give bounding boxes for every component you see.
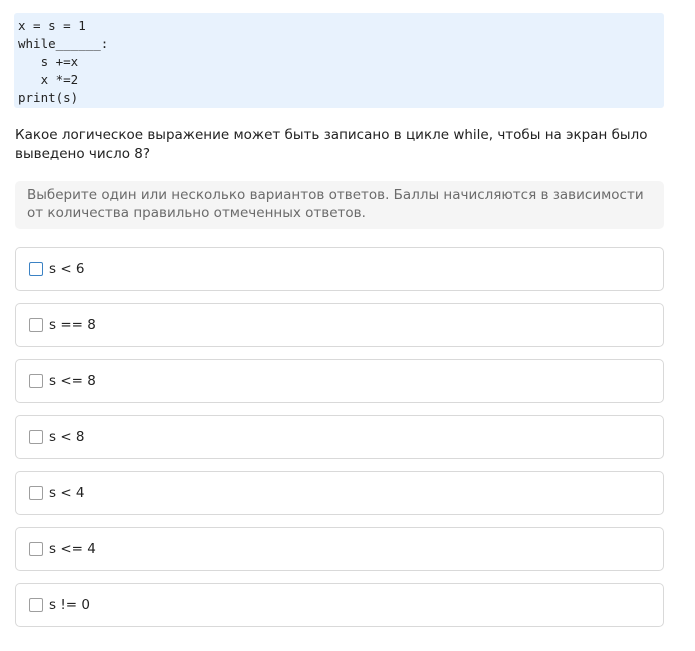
checkbox[interactable] [29, 374, 43, 388]
answer-options [15, 247, 664, 639]
answer-option[interactable] [15, 471, 664, 515]
checkbox[interactable] [29, 598, 43, 612]
code-line: x = s = 1 [18, 18, 86, 33]
answer-option-label: s != 0 [49, 597, 90, 613]
answer-option[interactable] [15, 359, 664, 403]
checkbox[interactable] [29, 318, 43, 332]
code-line: while______: [18, 36, 109, 51]
answer-option-label: s < 8 [49, 429, 85, 445]
answer-option[interactable] [15, 583, 664, 627]
code-line: x *=2 [18, 72, 79, 87]
answer-hint: Выберите один или несколько вариантов ответов. Баллы начисляются в зависимости от количества правильно отмеченных ответов. [15, 181, 664, 229]
answer-option-label: s <= 4 [49, 541, 96, 557]
checkbox[interactable] [29, 430, 43, 444]
answer-option[interactable] [15, 247, 664, 291]
answer-option[interactable] [15, 415, 664, 459]
checkbox[interactable] [29, 486, 43, 500]
answer-option[interactable] [15, 527, 664, 571]
answer-option-label: s < 4 [49, 485, 85, 501]
answer-option[interactable] [15, 303, 664, 347]
question-text: Какое логическое выражение может быть записано в цикле while, чтобы на экран было выведено число 8? [15, 127, 648, 162]
checkbox[interactable] [29, 542, 43, 556]
answer-option-label: s == 8 [49, 317, 96, 333]
answer-option-label: s <= 8 [49, 373, 96, 389]
answer-option-label: s < 6 [49, 261, 85, 277]
code-line: s +=x [18, 54, 79, 69]
checkbox[interactable] [29, 262, 43, 276]
code-line: print(s) [18, 90, 79, 105]
code-block [14, 13, 664, 108]
